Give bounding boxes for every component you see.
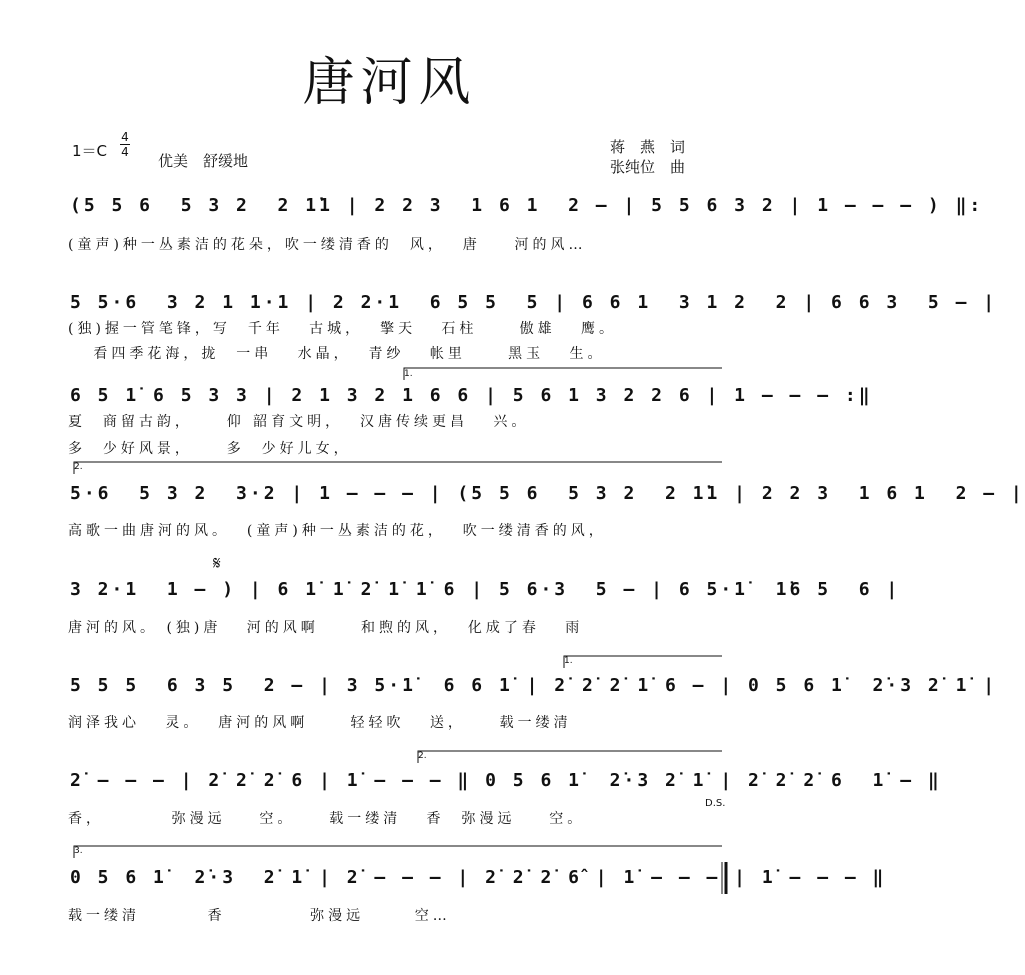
key-signature: 1＝C bbox=[72, 142, 108, 160]
notation-line-7 bbox=[70, 765, 942, 797]
ending-2-mark-b: 2. bbox=[418, 751, 427, 761]
notes-line-8: 0 5 6 1̇ 2̇·3 2̇ 1̇ | 2̇ – – – | 2̇ 2̇ 2̇ 6̂ | 1̇ – – – | 1̇ – – – ‖ bbox=[70, 867, 887, 888]
notation-line-3 bbox=[70, 380, 873, 412]
ending-bracket-5 bbox=[74, 846, 722, 858]
lyricist-credit: 蒋 燕 词 bbox=[610, 138, 686, 156]
time-signature-bottom: 4 bbox=[121, 145, 129, 159]
credits bbox=[610, 137, 685, 177]
lyric-line-4a: 高歌一曲唐河的风。 (童声)种一丛素洁的花， 吹一缕清香的风， bbox=[68, 523, 607, 539]
tempo-marking: 优美 舒缓地 bbox=[158, 152, 249, 170]
notes-line-1: (5 5 6 5 3 2 2 1̇1 | 2 2 3 1 6 1 2 – | 5 5 6 3 2 | 1 – – – ) ‖: bbox=[70, 195, 984, 216]
notes-line-3: 6 5 1̇ 6 5 3 3 | 2 1 3 2 1 6 6 | 5 6 1 3 2 2 6 | 1 – – – :‖ bbox=[70, 385, 873, 406]
ending-1-mark: 1. bbox=[404, 369, 413, 379]
ending-bracket-3 bbox=[564, 656, 722, 668]
time-signature-top: 4 bbox=[121, 130, 129, 144]
notes-line-4: 5·6 5 3 2 3·2 | 1 – – – | (5 5 6 5 3 2 2 1̇1 | 2 2 3 1 6 1 2 – | bbox=[70, 483, 1025, 504]
lyric-line-2a: (独)握一管笔锋，写 千年 古城， 擎天 石柱 傲雄 鹰。 bbox=[68, 321, 618, 337]
ending-3-mark: 3. bbox=[74, 846, 83, 856]
lyric-line-6a: 润泽我心 灵。 唐河的风啊 轻轻吹 送， 载一缕清 bbox=[68, 715, 572, 731]
notation-line-6 bbox=[70, 670, 998, 702]
ending-1-mark-b: 1. bbox=[564, 656, 573, 666]
notes-line-5: 3 2·1 1 – ) | 6 1̇ 1̇ 2̇ 1̇ 1̇ 6 | 5 6·3 5 – | 6 5·1̇ 1̇6 5 6 | bbox=[70, 579, 901, 600]
ending-bracket-1 bbox=[404, 368, 722, 380]
notation-line-2 bbox=[70, 287, 998, 319]
ending-bracket-2 bbox=[74, 462, 722, 474]
lyric-line-8a: 载一缕清 香 弥漫远 空… bbox=[68, 908, 451, 924]
notes-line-2: 5 5·6 3 2 1 1·1 | 2 2·1 6 5 5 5 | 6 6 1 3 1 2 2 | 6 6 3 5 – | bbox=[70, 292, 998, 313]
lyric-line-1a: (童声)种一丛素洁的花朵，吹一缕清香的 风， 唐 河的风… bbox=[68, 237, 587, 253]
segno-sign: 𝄋 bbox=[213, 553, 221, 574]
lyric-line-5a: 唐河的风。 (独)唐 河的风啊 和煦的风， 化成了春 雨 bbox=[68, 620, 584, 636]
lyric-line-2b: 看四季花海，拢 一串 水晶， 青纱 帐里 黑玉 生。 bbox=[68, 346, 606, 362]
dal-segno-mark: D.S. bbox=[705, 798, 726, 809]
song-title: 唐河风 bbox=[302, 53, 477, 113]
time-signature bbox=[118, 130, 132, 159]
notation-line-8 bbox=[70, 862, 887, 894]
lyric-line-7a: 香， 弥漫远 空。 载一缕清 香 弥漫远 空。 bbox=[68, 811, 586, 827]
notation-line-1 bbox=[70, 190, 984, 222]
composer-credit: 张纯位 曲 bbox=[610, 158, 686, 176]
ending-2-mark: 2. bbox=[74, 462, 83, 472]
notes-line-7: 2̇ – – – | 2̇ 2̇ 2̇ 6 | 1̇ – – – ‖ 0 5 6 1̇ 2̇·3 2̇ 1̇ | 2̇ 2̇ 2̇ 6 1̇ – ‖ bbox=[70, 770, 942, 791]
notation-line-4 bbox=[70, 478, 1025, 510]
lyric-line-3b: 多 少好风景， 多 少好儿女， bbox=[68, 441, 352, 457]
ending-bracket-4 bbox=[418, 751, 722, 763]
notation-line-5 bbox=[70, 574, 901, 606]
notes-line-6: 5 5 5 6 3 5 2 – | 3 5·1̇ 6 6 1̇ | 2̇ 2̇ 2̇ 1̇ 6 – | 0 5 6 1̇ 2̇·3 2̇ 1̇ | bbox=[70, 675, 998, 696]
lyric-line-3a: 夏 商留古韵， 仰 韶育文明， 汉唐传续更昌 兴。 bbox=[68, 414, 530, 430]
